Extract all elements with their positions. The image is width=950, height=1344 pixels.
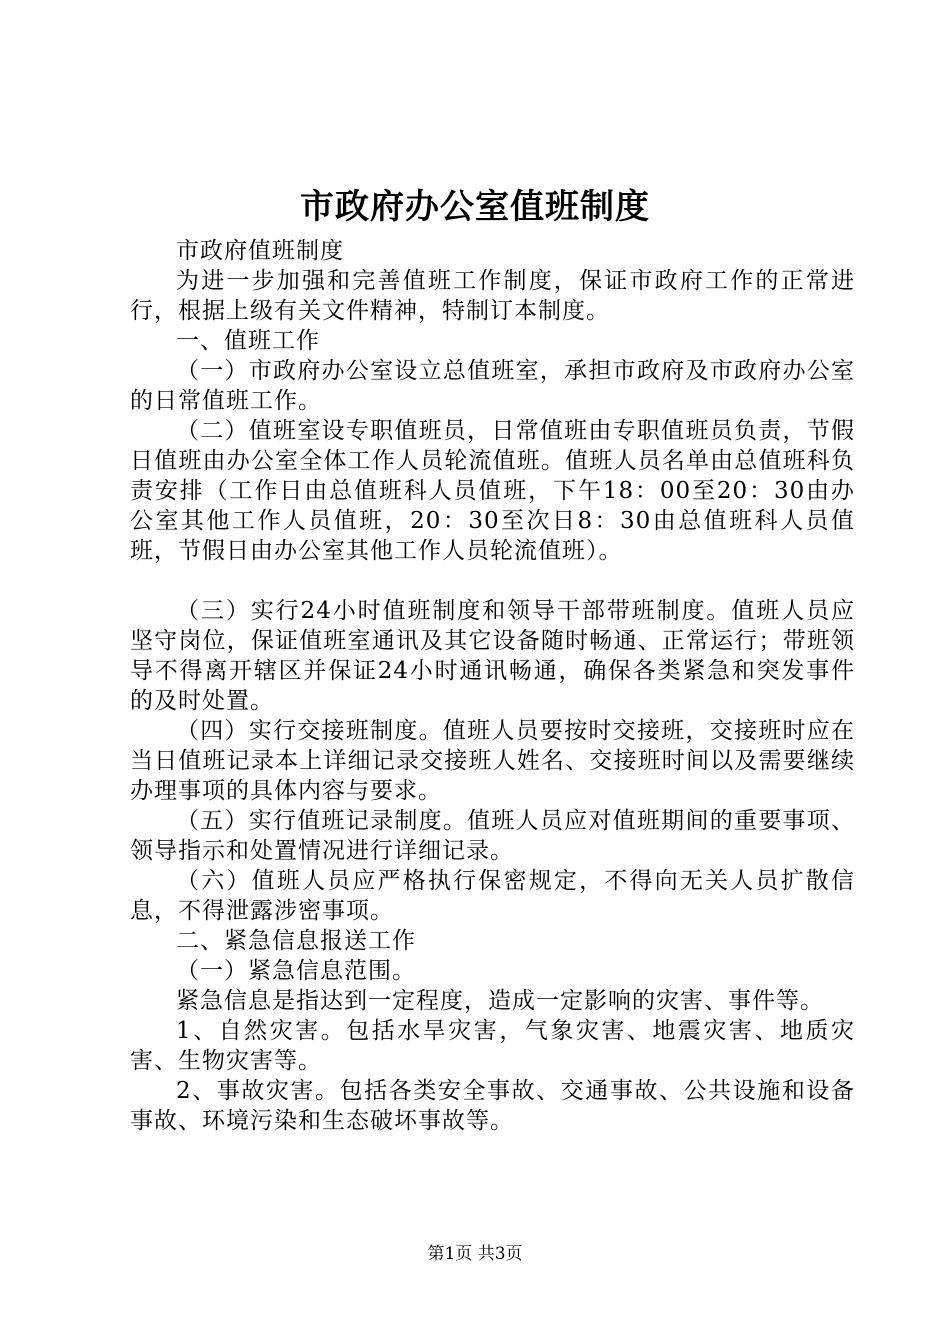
paragraph-item-4: （四）实行交接班制度。值班人员要按时交接班，交接班时应在当日值班记录本上详细记录交接班人姓名、交接班时间以及需要继续办理事项的具体内容与要求。 — [130, 718, 855, 804]
paragraph-item-6: （六）值班人员应严格执行保密规定，不得向无关人员扩散信息，不得泄露涉密事项。 — [130, 868, 855, 924]
paragraph-subtitle: 市政府值班制度 — [176, 238, 344, 264]
paragraph-intro: 为进一步加强和完善值班工作制度，保证市政府工作的正常进行，根据上级有关文件精神，特制订本制度。 — [130, 268, 855, 324]
paragraph-item-5: （五）实行值班记录制度。值班人员应对值班期间的重要事项、领导指示和处置情况进行详细记录。 — [130, 808, 855, 864]
section-heading-emergency-info: 二、紧急信息报送工作 — [176, 928, 416, 954]
paragraph-spacer — [130, 566, 855, 596]
document-body — [130, 236, 855, 1136]
paragraph-item-2: （二）值班室设专职值班员，日常值班由专职值班员负责，节假日值班由办公室全体工作人员轮流值班。值班人员名单由总值班科负责安排（工作日由总值班科人员值班，下午18：00至20：30由办公室其他工作人员值班，20：30至次日8：30由总值班科人员值班，节假日由办公室其他工作人员轮流值班）。 — [130, 418, 855, 564]
paragraph-accident-disasters: 2、事故灾害。包括各类安全事故、交通事故、公共设施和设备事故、环境污染和生态破坏事故等。 — [130, 1078, 855, 1134]
paragraph-emergency-definition: 紧急信息是指达到一定程度，造成一定影响的灾害、事件等。 — [176, 988, 824, 1014]
paragraph-subheading-scope: （一）紧急信息范围。 — [176, 958, 416, 984]
paragraph-item-1: （一）市政府办公室设立总值班室，承担市政府及市政府办公室的日常值班工作。 — [130, 358, 855, 414]
section-heading-duty-work: 一、值班工作 — [176, 328, 320, 354]
paragraph-natural-disasters: 1、自然灾害。包括水旱灾害，气象灾害、地震灾害、地质灾害、生物灾害等。 — [130, 1018, 855, 1074]
paragraph-item-3: （三）实行24小时值班制度和领导干部带班制度。值班人员应坚守岗位，保证值班室通讯及其它设备随时畅通、正常运行；带班领导不得离开辖区并保证24小时通讯畅通，确保各类紧急和突发事件的及时处置。 — [130, 598, 855, 714]
document-title: 市政府办公室值班制度 — [300, 187, 650, 227]
page-number-footer: 第1页 共3页 — [427, 1244, 523, 1264]
